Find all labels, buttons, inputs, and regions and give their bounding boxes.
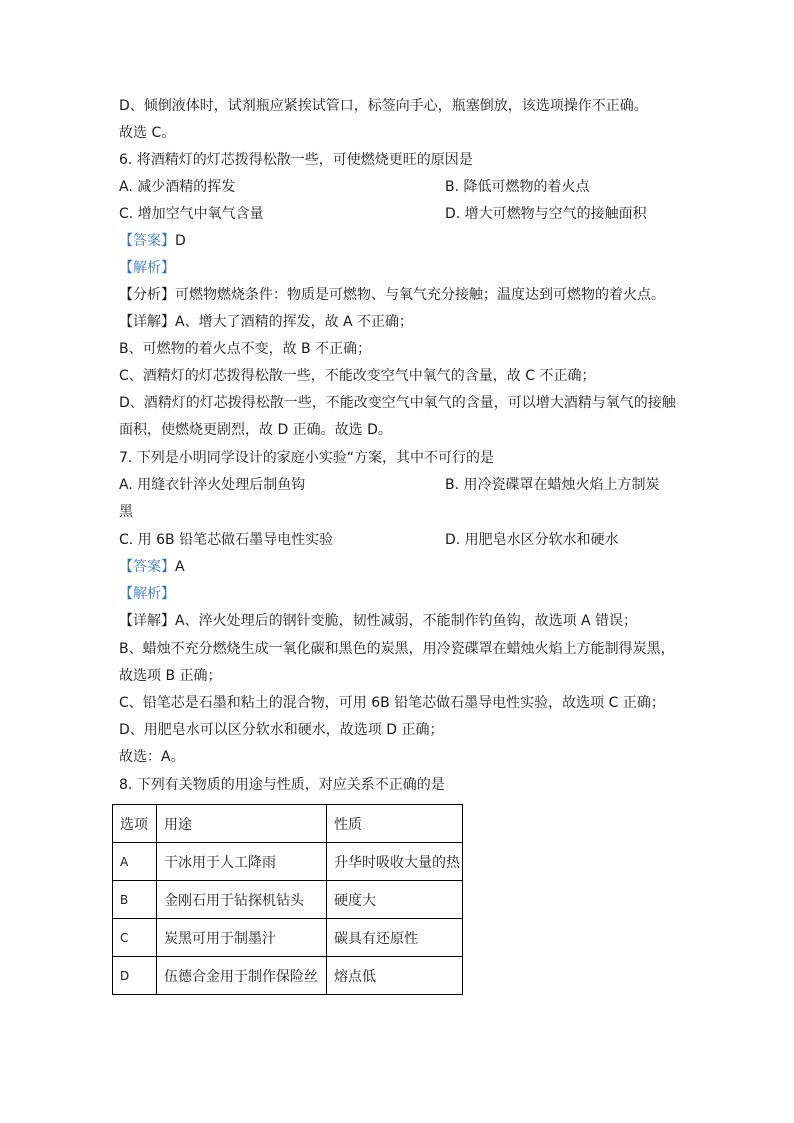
answer-value: A: [175, 559, 185, 575]
table-cell: 碳具有还原性: [327, 919, 463, 957]
analysis-tag: 【解析】: [119, 260, 175, 276]
table-cell: 炭黑可用于制墨汁: [157, 919, 327, 957]
question-8-table: [112, 804, 463, 995]
table-cell: C: [113, 919, 157, 957]
table-cell: 伍德合金用于制作保险丝: [157, 957, 327, 995]
detail-text: A、淬火处理后的钢针变脆，韧性减弱，不能制作钓鱼钩，故选项 A 错误；: [175, 613, 638, 629]
table-cell: D: [113, 957, 157, 995]
q7-option-a: A. 用缝衣针淬火处理后制鱼钩: [119, 477, 306, 493]
q6-detail-4: D、酒精灯的灯芯拨得松散一些，不能改变空气中氧气的含量，可以增大酒精与氧气的接触: [119, 395, 676, 411]
q7-option-b-wrap: 黑: [119, 504, 133, 520]
q6-detail-5: 面积，使燃烧更剧烈，故 D 正确。故选 D。: [119, 422, 392, 438]
answer-tag: 【答案】: [119, 559, 175, 575]
q7-option-d: D. 用肥皂水区分软水和硬水: [445, 532, 619, 548]
q6-option-a: A. 减少酒精的挥发: [119, 179, 236, 195]
table-cell: 硬度大: [327, 881, 463, 919]
answer-value: D: [175, 233, 186, 249]
q7-option-b: B. 用冷瓷碟罩在蜡烛火焰上方制炭: [445, 477, 660, 493]
xiangjie-tag: 【详解】: [119, 613, 175, 629]
table-row: [113, 881, 463, 919]
q6-option-b: B. 降低可燃物的着火点: [445, 179, 590, 195]
table-cell: 干冰用于人工降雨: [157, 843, 327, 881]
q7-detail-4: C、铅笔芯是石墨和粘土的混合物，可用 6B 铅笔芯做石墨导电性实验，故选项 C 正确；: [119, 695, 665, 711]
q7-detail-1: [119, 612, 637, 630]
table-cell: A: [113, 843, 157, 881]
question-7-stem: 7. 下列是小明同学设计的家庭小实验“方案，其中不可行的是: [119, 450, 495, 466]
q7-detail-2: B、蜡烛不充分燃烧生成一氧化碳和黑色的炭黑，用冷瓷碟罩在蜡烛火焰上方能制得炭黑，: [119, 641, 675, 657]
table-header-cell: 用途: [157, 805, 327, 843]
table-cell: 升华时吸收大量的热: [327, 843, 463, 881]
text-line: D、倾倒液体时，试剂瓶应紧挨试管口，标签向手心，瓶塞倒放，该选项操作不正确。: [119, 98, 648, 114]
detail-text: A、增大了酒精的挥发，故 A 不正确；: [175, 314, 414, 330]
table-cell: B: [113, 881, 157, 919]
table-header-row: [113, 805, 463, 843]
q7-answer: [119, 558, 185, 576]
q7-detail-3: 故选项 B 正确；: [119, 668, 222, 684]
q6-detail-1: [119, 313, 413, 331]
table-row: [113, 957, 463, 995]
xiangjie-tag: 【详解】: [119, 314, 175, 330]
table-cell: 金刚石用于钻探机钻头: [157, 881, 327, 919]
q6-detail-3: C、酒精灯的灯芯拨得松散一些，不能改变空气中氧气的含量，故 C 不正确；: [119, 368, 596, 384]
table-row: [113, 843, 463, 881]
q6-option-d: D. 增大可燃物与空气的接触面积: [445, 206, 647, 222]
q7-option-c: C. 用 6B 铅笔芯做石墨导电性实验: [119, 532, 334, 548]
table-header-cell: 性质: [327, 805, 463, 843]
answer-tag: 【答案】: [119, 233, 175, 249]
table-cell: 熔点低: [327, 957, 463, 995]
q7-detail-6: 故选：A。: [119, 749, 185, 765]
question-8-stem: 8. 下列有关物质的用途与性质，对应关系不正确的是: [119, 777, 445, 793]
table-row: [113, 919, 463, 957]
q6-option-c: C. 增加空气中氧气含量: [119, 206, 264, 222]
question-6-stem: 6. 将酒精灯的灯芯拨得松散一些，可使燃烧更旺的原因是: [119, 152, 473, 168]
q6-fenxi: [119, 286, 665, 304]
fenxi-text: 可燃物燃烧条件：物质是可燃物、与氧气充分接触；温度达到可燃物的着火点。: [175, 287, 665, 303]
text-line: 故选 C。: [119, 125, 176, 141]
fenxi-tag: 【分析】: [119, 287, 175, 303]
analysis-tag: 【解析】: [119, 586, 175, 602]
q6-detail-2: B、可燃物的着火点不变，故 B 不正确；: [119, 341, 372, 357]
table-header-cell: 选项: [113, 805, 157, 843]
q7-detail-5: D、用肥皂水可以区分软水和硬水，故选项 D 正确；: [119, 722, 444, 738]
q6-answer: [119, 232, 186, 250]
